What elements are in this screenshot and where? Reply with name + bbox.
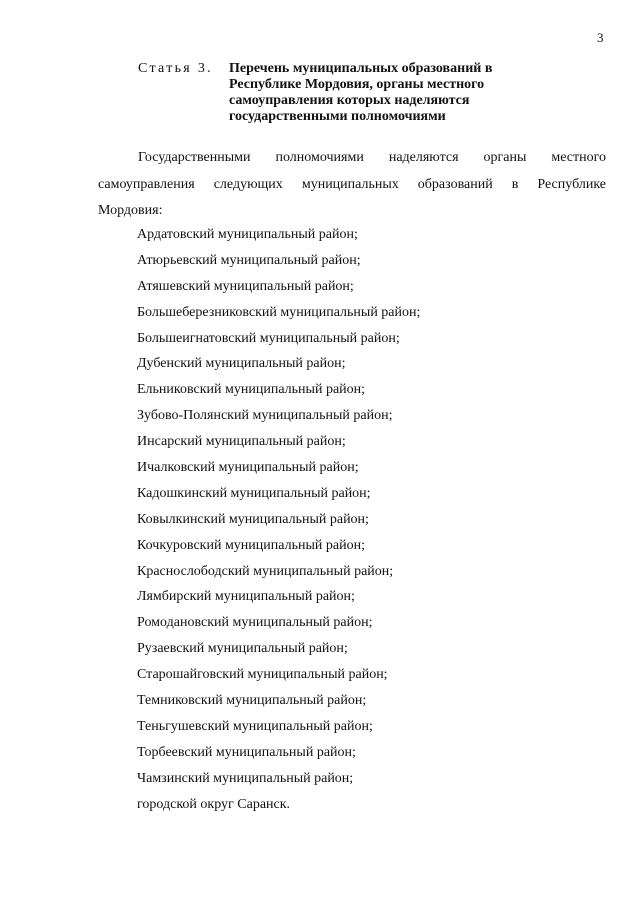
- article-title: [229, 61, 539, 125]
- list-item: Лямбирский муниципальный район;: [137, 589, 355, 605]
- list-item: Атюрьевский муниципальный район;: [137, 252, 361, 268]
- page-number: 3: [597, 30, 604, 45]
- list-item: Теньгушевский муниципальный район;: [137, 718, 373, 734]
- article-title-line: Перечень муниципальных образований в: [229, 61, 493, 76]
- list-item: Большеберезниковский муниципальный район;: [137, 304, 421, 320]
- list-item: Старошайговский муниципальный район;: [137, 667, 388, 683]
- list-item: Большеигнатовский муниципальный район;: [137, 330, 400, 346]
- article-title-line: Республике Мордовия, органы местного: [229, 77, 485, 92]
- list-item: Краснослободский муниципальный район;: [137, 563, 394, 579]
- list-item: Торбеевский муниципальный район;: [137, 744, 356, 760]
- list-item: Ромодановский муниципальный район;: [137, 615, 373, 631]
- intro-line: самоуправления следующих муниципальных образований в Республике: [98, 177, 606, 192]
- list-item: Чамзинский муниципальный район;: [137, 770, 354, 786]
- list-item: Кочкуровский муниципальный район;: [137, 537, 365, 553]
- list-item: Темниковский муниципальный район;: [137, 693, 367, 709]
- list-item: Ичалковский муниципальный район;: [137, 460, 359, 476]
- article-label: Статья 3.: [138, 61, 213, 76]
- article-title-line: самоуправления которых наделяются: [229, 93, 470, 108]
- article-title-line: государственными полномочиями: [229, 109, 446, 124]
- list-item: Рузаевский муниципальный район;: [137, 641, 348, 657]
- list-item: Ардатовский муниципальный район;: [137, 227, 358, 242]
- list-item: Инсарский муниципальный район;: [137, 434, 346, 450]
- list-item: городской округ Саранск.: [137, 796, 291, 812]
- intro-line: Государственными полномочиями наделяются органы местного: [138, 150, 606, 165]
- intro-line: Мордовия:: [98, 203, 163, 218]
- list-item: Дубенский муниципальный район;: [137, 356, 346, 372]
- list-item: Ковылкинский муниципальный район;: [137, 511, 369, 527]
- list-item: Атяшевский муниципальный район;: [137, 278, 354, 294]
- list-item: Ельниковский муниципальный район;: [137, 382, 366, 398]
- list-item: Кадошкинский муниципальный район;: [137, 485, 371, 501]
- municipality-list: [137, 226, 420, 821]
- list-item: Зубово-Полянский муниципальный район;: [137, 408, 393, 424]
